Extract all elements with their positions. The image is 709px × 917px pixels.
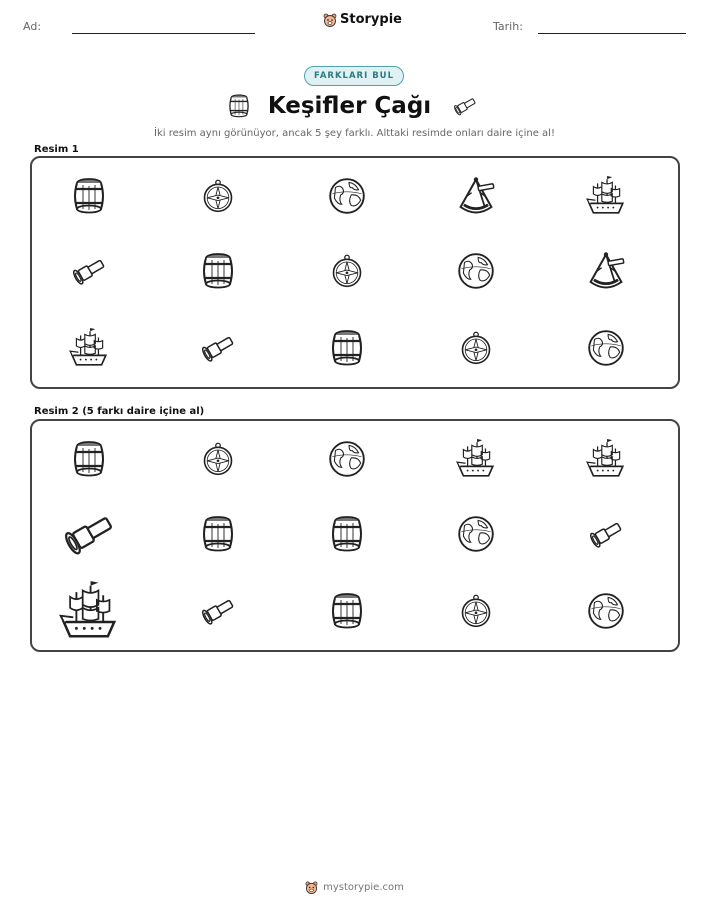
ship-icon[interactable] — [65, 327, 113, 369]
spyglass-icon[interactable] — [582, 515, 630, 553]
barrel-icon[interactable] — [327, 587, 367, 635]
barrel-icon — [226, 92, 252, 120]
barrel-icon[interactable] — [198, 510, 238, 558]
sextant-icon[interactable] — [454, 174, 498, 218]
date-field[interactable] — [538, 33, 686, 34]
instructions: İki resim aynı görünüyor, ancak 5 şey farklı. Alttaki resimde onları daire içine al! — [154, 128, 555, 139]
barrel-icon[interactable] — [327, 324, 367, 372]
globe-icon[interactable] — [326, 174, 368, 218]
barrel-icon[interactable] — [69, 172, 109, 220]
bear-icon — [323, 13, 337, 27]
name-label: Ad: — [23, 20, 42, 33]
globe-icon[interactable] — [455, 249, 497, 293]
footer-url: mystorypie.com — [323, 882, 404, 893]
activity-badge: FARKLARI BUL — [304, 66, 404, 86]
picture-1-label: Resim 1 — [34, 144, 79, 155]
compass-icon[interactable] — [200, 435, 236, 483]
compass-icon[interactable] — [200, 172, 236, 220]
brand-name: Storypie — [340, 12, 402, 27]
spyglass-icon — [447, 93, 483, 119]
title-row — [0, 92, 709, 120]
globe-icon[interactable] — [455, 512, 497, 556]
sextant-icon[interactable] — [584, 249, 628, 293]
globe-icon[interactable] — [585, 326, 627, 370]
barrel-icon[interactable] — [198, 247, 238, 295]
globe-icon[interactable] — [326, 437, 368, 481]
compass-icon[interactable] — [458, 587, 494, 635]
spyglass-icon[interactable] — [194, 592, 242, 630]
globe-icon[interactable] — [585, 589, 627, 633]
brand-logo — [323, 12, 402, 27]
compass-icon[interactable] — [458, 324, 494, 372]
spyglass-icon[interactable] — [194, 329, 242, 367]
barrel-icon[interactable] — [327, 510, 367, 558]
date-label: Tarih: — [493, 20, 523, 33]
ship-icon[interactable] — [53, 580, 125, 643]
page-title: Keşifler Çağı — [267, 93, 432, 119]
spyglass-icon[interactable] — [53, 506, 125, 563]
ship-icon[interactable] — [582, 175, 630, 217]
spyglass-icon[interactable] — [65, 252, 113, 290]
ship-icon[interactable] — [582, 438, 630, 480]
picture-2-panel[interactable] — [30, 419, 680, 652]
compass-icon[interactable] — [329, 247, 365, 295]
bear-icon — [305, 881, 318, 894]
footer — [0, 881, 709, 894]
name-field[interactable] — [72, 33, 255, 34]
barrel-icon[interactable] — [69, 435, 109, 483]
ship-icon[interactable] — [452, 438, 500, 480]
picture-2-label: Resim 2 (5 farkı daire içine al) — [34, 406, 205, 417]
picture-1-panel[interactable] — [30, 156, 680, 389]
